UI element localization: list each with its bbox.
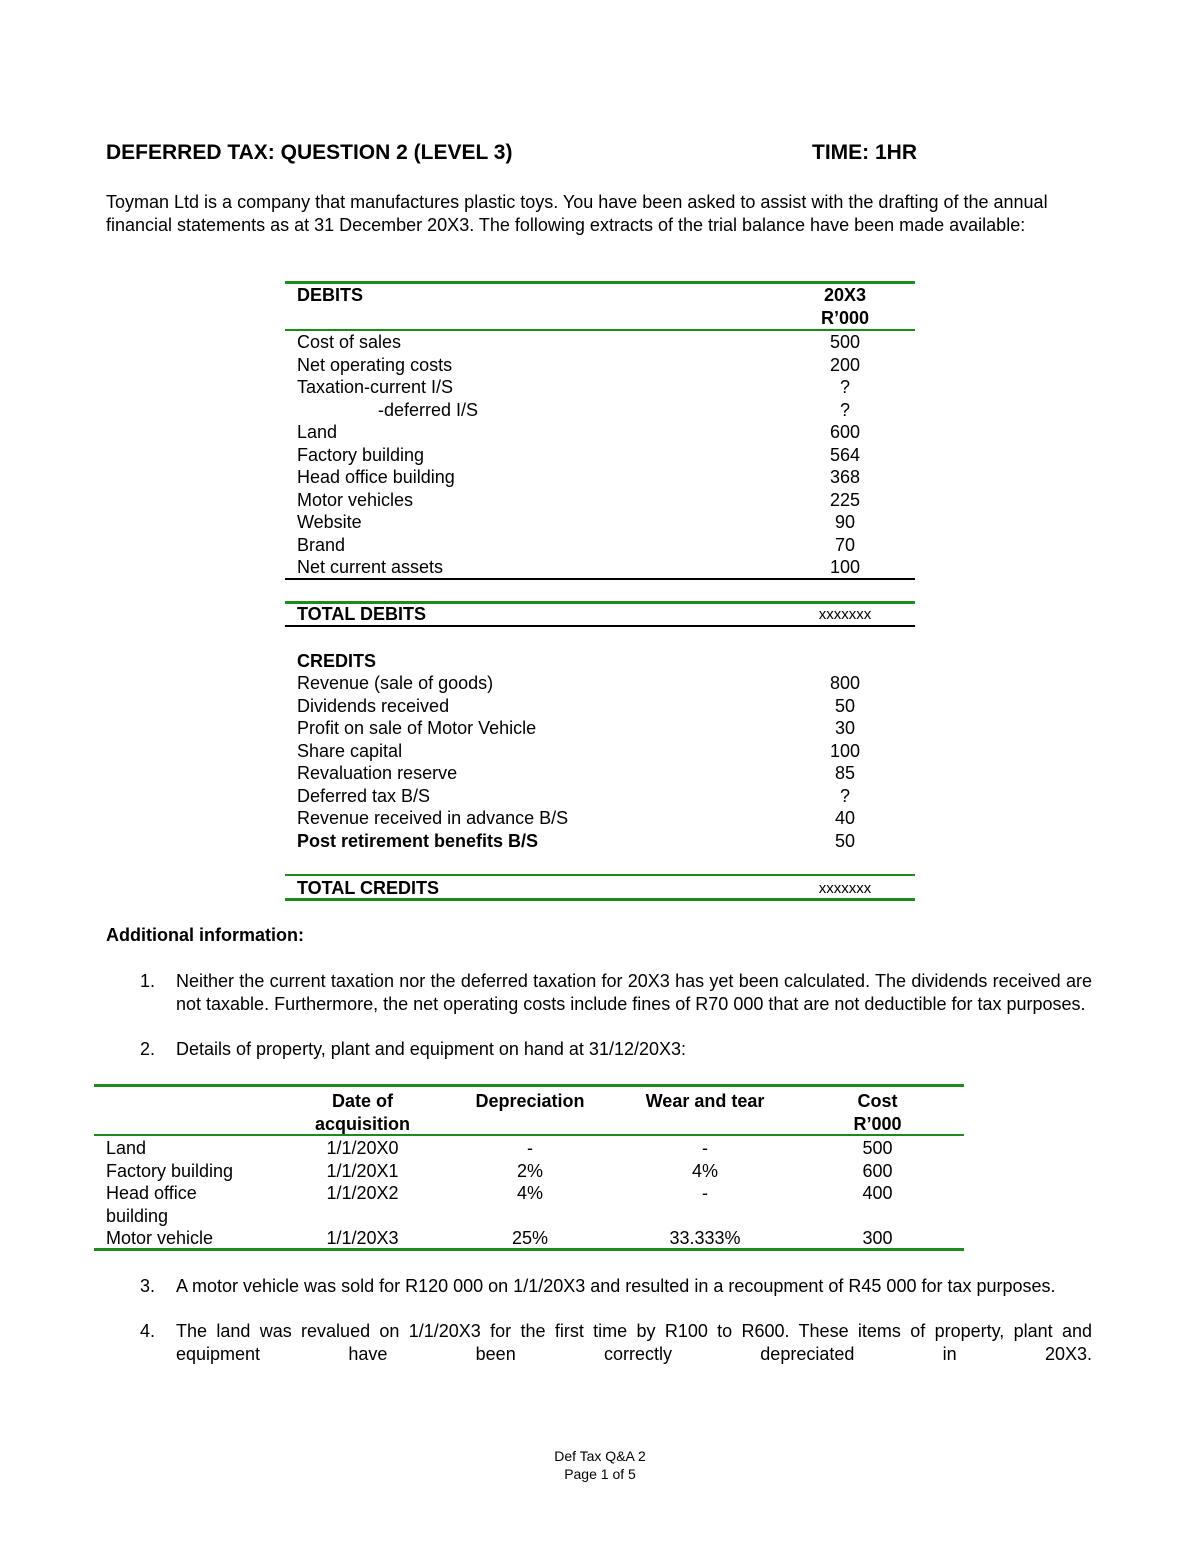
- header-depreciation: Depreciation: [475, 1091, 585, 1111]
- header-wear-and-tear: Wear and tear: [645, 1091, 765, 1111]
- ppe-asset: Motor vehicle: [106, 1228, 214, 1248]
- table-cell: 368: [829, 467, 861, 487]
- ppe-asset: Head office: [106, 1183, 197, 1203]
- debits-heading: DEBITS: [297, 285, 364, 305]
- ppe-depreciation: 2%: [516, 1161, 543, 1181]
- table-cell: 30: [834, 718, 856, 738]
- table-row: Net current assets: [297, 557, 444, 577]
- table-row: Factory building: [297, 445, 425, 465]
- ppe-asset-continued: building: [106, 1206, 169, 1226]
- page-title: DEFERRED TAX: QUESTION 2 (LEVEL 3): [106, 141, 513, 164]
- table-row: Head office building: [297, 467, 455, 487]
- table-row: -deferred I/S: [378, 400, 479, 420]
- column-unit: R’000: [820, 308, 870, 328]
- ppe-asset: Land: [106, 1138, 147, 1158]
- list-item: Details of property, plant and equipment on hand at 31/12/20X3:: [176, 1039, 687, 1059]
- ppe-wear: 33.333%: [669, 1228, 741, 1248]
- total-credits-label: TOTAL CREDITS: [297, 878, 440, 898]
- table-row: Profit on sale of Motor Vehicle: [297, 718, 537, 738]
- table-cell: ?: [839, 377, 850, 397]
- total-debits-bottom-rule: [285, 625, 915, 627]
- ppe-wear: 4%: [691, 1161, 718, 1181]
- table-row: Post retirement benefits B/S: [297, 831, 539, 851]
- ppe-date: 1/1/20X3: [326, 1228, 399, 1248]
- time-allowed: TIME: 1HR: [812, 141, 917, 164]
- ppe-asset: Factory building: [106, 1161, 234, 1181]
- ppe-cost: 600: [862, 1161, 893, 1181]
- table-cell: 90: [834, 512, 856, 532]
- table-cell: 200: [829, 355, 861, 375]
- table-cell: 225: [829, 490, 861, 510]
- ppe-header-rule: [94, 1134, 964, 1136]
- header-cost-line2: R’000: [853, 1114, 902, 1134]
- ppe-date: 1/1/20X2: [326, 1183, 399, 1203]
- table-cell: 85: [834, 763, 856, 783]
- footer-doc-name: Def Tax Q&A 2: [554, 1448, 646, 1464]
- table-row: Dividends received: [297, 696, 450, 716]
- table-row: Net operating costs: [297, 355, 453, 375]
- ppe-cost: 500: [862, 1138, 893, 1158]
- ppe-cost: 300: [862, 1228, 893, 1248]
- table-cell: 800: [829, 673, 861, 693]
- footer-page-number: Page 1 of 5: [564, 1466, 636, 1482]
- table-row: Brand: [297, 535, 346, 555]
- table-row: Motor vehicles: [297, 490, 414, 510]
- total-credits-top-rule: [285, 874, 915, 876]
- ppe-wear: -: [702, 1183, 708, 1203]
- table-cell: ?: [839, 400, 850, 420]
- total-debits-value: xxxxxxx: [818, 606, 872, 623]
- table-row: Cost of sales: [297, 332, 402, 352]
- table-row: Website: [297, 512, 362, 532]
- table-row: Revenue received in advance B/S: [297, 808, 569, 828]
- table-cell: ?: [839, 786, 850, 806]
- ppe-cost: 400: [862, 1183, 893, 1203]
- intro-paragraph: Toyman Ltd is a company that manufactures plastic toys. You have been asked to assist with the drafting of the annual financial statements as at 31 December 20X3. The following extracts of the trial balance have been made available:: [106, 192, 1048, 235]
- ppe-depreciation: -: [527, 1138, 533, 1158]
- ppe-depreciation: 25%: [511, 1228, 549, 1248]
- table-cell: 100: [829, 557, 861, 577]
- table-cell: 500: [829, 332, 861, 352]
- table-row: Taxation-current I/S: [297, 377, 454, 397]
- list-item: Neither the current taxation nor the deferred taxation for 20X3 has yet been calculated. The dividends received are not taxable. Furthermore, the net operating costs include fines of R70 000 that are not deductible for tax purposes.: [176, 971, 1092, 1014]
- table-row: Revaluation reserve: [297, 763, 458, 783]
- subtotal-rule: [285, 578, 915, 580]
- table-cell: 100: [829, 741, 861, 761]
- header-cost-line1: Cost: [857, 1091, 898, 1111]
- additional-info-heading: Additional information:: [106, 925, 304, 945]
- list-item-number: 4.: [140, 1321, 156, 1341]
- table-row: Revenue (sale of goods): [297, 673, 494, 693]
- total-debits-label: TOTAL DEBITS: [297, 604, 427, 624]
- ppe-top-rule: [94, 1084, 964, 1087]
- table-row: Share capital: [297, 741, 403, 761]
- ppe-date: 1/1/20X0: [326, 1138, 399, 1158]
- table-cell: 600: [829, 422, 861, 442]
- header-date-line1: Date of: [331, 1091, 393, 1111]
- credits-heading: CREDITS: [297, 651, 377, 671]
- table-cell: 70: [834, 535, 856, 555]
- table-cell: 40: [834, 808, 856, 828]
- table-row: Land: [297, 422, 338, 442]
- column-year: 20X3: [823, 285, 867, 305]
- table-cell: 50: [834, 696, 856, 716]
- table-cell: 564: [829, 445, 861, 465]
- list-item-number: 2.: [140, 1039, 156, 1059]
- list-item: The land was revalued on 1/1/20X3 for the first time by R100 to R600. These items of property, plant and equipment have been correctly depreciated in 20X3.: [176, 1321, 1092, 1364]
- list-item-number: 3.: [140, 1276, 156, 1296]
- ppe-date: 1/1/20X1: [326, 1161, 399, 1181]
- ppe-bottom-rule: [94, 1248, 964, 1251]
- list-item-number: 1.: [140, 971, 156, 991]
- table-bottom-rule: [285, 898, 915, 901]
- table-cell: 50: [834, 831, 856, 851]
- total-credits-value: xxxxxxx: [818, 880, 872, 897]
- header-date-line2: acquisition: [314, 1114, 410, 1134]
- table-row: Deferred tax B/S: [297, 786, 431, 806]
- ppe-depreciation: 4%: [516, 1183, 543, 1203]
- list-item: A motor vehicle was sold for R120 000 on 1/1/20X3 and resulted in a recoupment of R45 000 for tax purposes.: [176, 1276, 1056, 1296]
- ppe-wear: -: [702, 1138, 708, 1158]
